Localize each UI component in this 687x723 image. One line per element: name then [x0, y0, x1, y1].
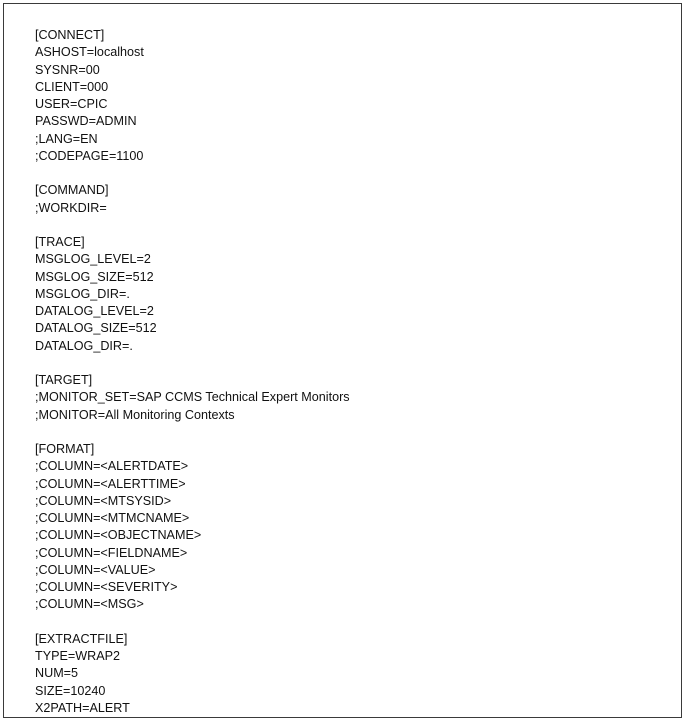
config-line: DATALOG_DIR=.	[35, 338, 133, 353]
section-trace	[35, 234, 350, 355]
config-line: ;COLUMN=<MSG>	[35, 597, 144, 612]
config-line: MSGLOG_LEVEL=2	[35, 252, 151, 267]
config-file-text	[35, 27, 350, 717]
config-line: PASSWD=ADMIN	[35, 114, 137, 129]
config-line: ;COLUMN=<FIELDNAME>	[35, 545, 188, 560]
section-target	[35, 372, 350, 424]
section-header: [TARGET]	[35, 373, 93, 387]
config-line: ;COLUMN=<OBJECTNAME>	[35, 528, 202, 543]
section-header: [CONNECT]	[35, 28, 105, 42]
config-line: ;WORKDIR=	[35, 200, 107, 215]
config-line: DATALOG_LEVEL=2	[35, 304, 154, 318]
config-line: MSGLOG_SIZE=512	[35, 269, 154, 284]
section-format	[35, 441, 350, 614]
section-header: [EXTRACTFILE]	[35, 631, 128, 646]
section-header: [TRACE]	[35, 235, 85, 249]
config-line: ;COLUMN=<ALERTDATE>	[35, 459, 189, 474]
config-line: NUM=5	[35, 666, 79, 681]
document-frame	[3, 3, 682, 718]
section-connect	[35, 27, 350, 165]
config-line: ;MONITOR_SET=SAP CCMS Technical Expert Monitors	[35, 390, 350, 405]
config-line: ;COLUMN=<VALUE>	[35, 562, 156, 577]
config-line: USER=CPIC	[35, 97, 108, 111]
config-line: ;MONITOR=All Monitoring Contexts	[35, 407, 235, 422]
config-line: SYSNR=00	[35, 62, 100, 77]
config-line: MSGLOG_DIR=.	[35, 286, 130, 301]
config-line: ;COLUMN=<MTMCNAME>	[35, 511, 190, 525]
section-header: [COMMAND]	[35, 183, 109, 198]
config-line: TYPE=WRAP2	[35, 649, 121, 663]
config-line: ;COLUMN=<SEVERITY>	[35, 580, 178, 594]
section-extractfile	[35, 631, 350, 717]
config-line: ;LANG=EN	[35, 131, 98, 146]
config-line: ASHOST=localhost	[35, 45, 144, 60]
config-line: X2PATH=ALERT	[35, 700, 130, 715]
section-command	[35, 182, 350, 217]
config-line: ;COLUMN=<MTSYSID>	[35, 493, 172, 508]
config-line: ;CODEPAGE=1100	[35, 148, 144, 163]
section-header: [FORMAT]	[35, 442, 95, 456]
config-line: DATALOG_SIZE=512	[35, 321, 157, 336]
config-line: SIZE=10240	[35, 683, 106, 698]
config-line: CLIENT=000	[35, 79, 109, 94]
config-line: ;COLUMN=<ALERTTIME>	[35, 476, 186, 491]
